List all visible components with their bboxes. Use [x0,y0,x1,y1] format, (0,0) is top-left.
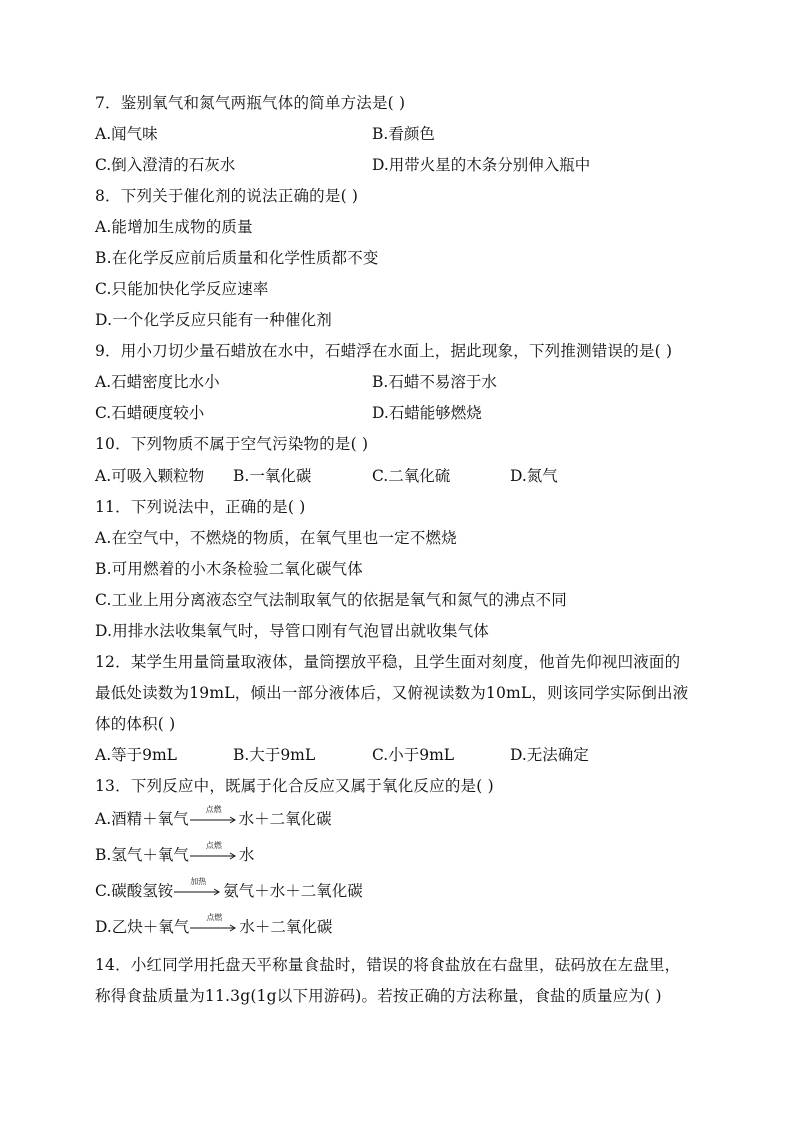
question-12-stem-line-1: 12．某学生用量筒量取液体，量筒摆放平稳，且学生面对刻度，他首先仰视凹液面的 [95,653,681,671]
question-11-option-a: A.在空气中，不燃烧的物质，在氧气里也一定不燃烧 [95,529,457,547]
question-12-stem-line-3: 体的体积( ) [95,715,176,733]
question-10-option-b: B.一氧化碳 [233,467,312,485]
reaction-arrow [174,877,222,902]
question-11-option-c: C.工业上用分离液态空气法制取氧气的依据是氧气和氮气的沸点不同 [95,591,567,609]
question-10-option-d: D.氮气 [510,467,558,485]
question-12-option-c: C.小于9mL [372,746,455,764]
question-9-option-d: D.石蜡能够燃烧 [372,404,482,422]
question-10-option-a: A.可吸入颗粒物 [95,467,205,485]
equation-products: 氨气＋水＋二氧化碳 [223,882,363,900]
question-10-stem: 10．下列物质不属于空气污染物的是( ) [95,435,369,453]
question-7-stem: 7．鉴别氧气和氮气两瓶气体的简单方法是( ) [95,94,406,112]
question-9-option-a: A.石蜡密度比水小 [95,373,220,391]
question-8-option-a: A.能增加生成物的质量 [95,218,253,236]
reaction-condition: 点燃 [206,913,223,922]
question-11-option-b: B.可用燃着的小木条检验二氧化碳气体 [95,560,363,578]
question-9-stem: 9．用小刀切少量石蜡放在水中，石蜡浮在水面上，据此现象，下列推测错误的是( ) [95,342,673,360]
question-7-option-c: C.倒入澄清的石灰水 [95,156,236,174]
equation-reactants: B.氢气＋氧气 [95,846,189,864]
question-12-option-a: A.等于9mL [95,746,177,764]
arrow-icon [190,852,238,860]
question-8-option-b: B.在化学反应前后质量和化学性质都不变 [95,249,379,267]
question-13-option-c [95,877,363,902]
question-14-stem-line-1: 14．小红同学用托盘天平称量食盐时，错误的将食盐放在右盘里，砝码放在左盘里， [95,956,681,974]
question-10-option-c: C.二氧化硫 [372,467,451,485]
question-11-option-d: D.用排水法收集氧气时，导管口刚有气泡冒出就收集气体 [95,622,490,640]
question-7-option-d: D.用带火星的木条分别伸入瓶中 [372,156,591,174]
reaction-arrow [190,913,238,938]
question-13-option-a [95,805,332,830]
reaction-arrow [190,841,238,866]
question-11-stem: 11．下列说法中，正确的是( ) [95,498,306,516]
question-8-option-d: D.一个化学反应只能有一种催化剂 [95,311,333,329]
arrow-icon [190,816,238,824]
arrow-icon [174,888,222,896]
question-9-option-c: C.石蜡硬度较小 [95,404,205,422]
question-7-option-b: B.看颜色 [372,125,435,143]
question-8-option-c: C.只能加快化学反应速率 [95,280,269,298]
question-13-stem: 13．下列反应中，既属于化合反应又属于氧化反应的是( ) [95,777,494,795]
equation-products: 水＋二氧化碳 [239,918,333,936]
reaction-condition: 点燃 [205,841,222,850]
equation-reactants: C.碳酸氢铵 [95,882,174,900]
question-7-option-a: A.闻气味 [95,125,158,143]
equation-products: 水＋二氧化碳 [238,810,332,828]
arrow-icon [190,924,238,932]
equation-reactants: A.酒精＋氧气 [95,810,189,828]
equation-products: 水 [238,846,255,864]
equation-reactants: D.乙炔＋氧气 [95,918,190,936]
question-12-option-d: D.无法确定 [510,746,589,764]
question-12-stem-line-2: 最低处读数为19mL，倾出一部分液体后，又俯视读数为10mL，则该同学实际倒出液 [95,684,689,702]
reaction-arrow [190,805,238,830]
reaction-condition: 加热 [190,877,207,886]
question-13-option-d [95,913,333,938]
question-13-option-b [95,841,255,866]
question-8-stem: 8．下列关于催化剂的说法正确的是( ) [95,187,359,205]
question-9-option-b: B.石蜡不易溶于水 [372,373,497,391]
question-14-stem-line-2: 称得食盐质量为11.3g(1g以下用游码)。若按正确的方法称量，食盐的质量应为( ) [95,987,662,1005]
reaction-condition: 点燃 [205,805,222,814]
question-12-option-b: B.大于9mL [233,746,316,764]
